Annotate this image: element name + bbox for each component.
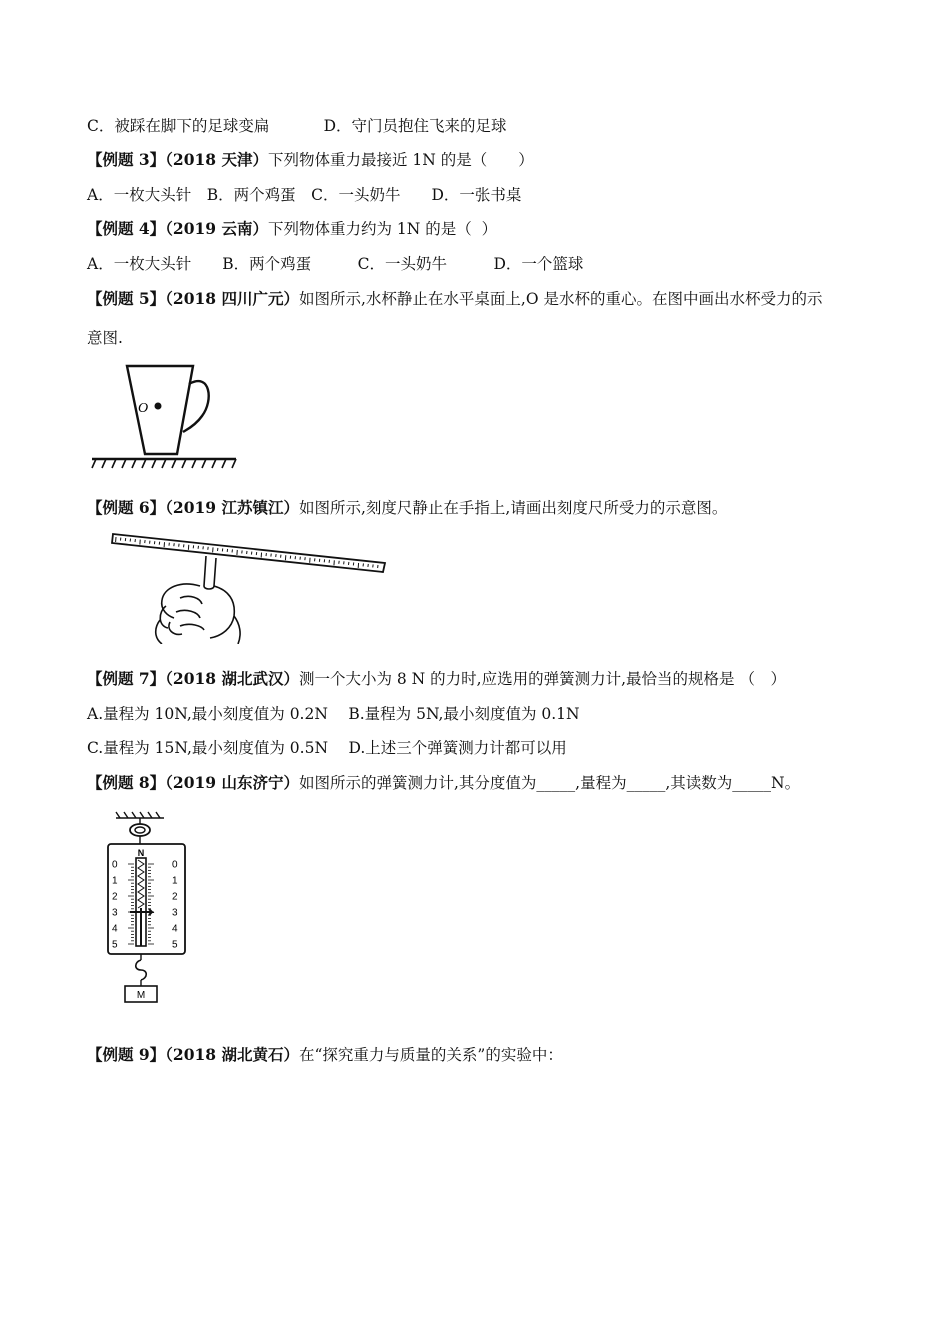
scale-label-left: 4 xyxy=(112,923,118,935)
q6-tag: 【例题 6】（2019 江苏镇江） xyxy=(87,498,299,517)
scale-label-right: 4 xyxy=(172,923,178,935)
q9-tag: 【例题 9】（2018 湖北黄石） xyxy=(87,1045,299,1064)
q5-stem-line xyxy=(87,289,822,309)
q7-options-ab: A.量程为 10N,最小刻度值为 0.2N B.量程为 5N,最小刻度值为 0.1N xyxy=(87,705,580,723)
table-hatching xyxy=(92,459,236,468)
scale-label-right: 5 xyxy=(172,939,178,951)
q2-options-line xyxy=(87,116,507,136)
q5-stem-2: 意图. xyxy=(87,329,123,347)
scale-label-left: 0 xyxy=(112,859,118,871)
q8-stem-line xyxy=(87,773,800,793)
scale-unit-label: N xyxy=(137,848,145,858)
weight-label: M xyxy=(136,990,146,1001)
q6-stem-line xyxy=(87,498,727,518)
hand xyxy=(156,556,240,644)
scale-label-left: 3 xyxy=(112,907,118,919)
ruler-ticks xyxy=(116,537,378,568)
scale-label-right: 0 xyxy=(172,859,178,871)
q7-tag: 【例题 7】（2018 湖北武汉） xyxy=(87,669,299,688)
q5-stem-1: 如图所示,水杯静止在水平桌面上,O 是水杯的重心。在图中画出水杯受力的示 xyxy=(298,290,823,308)
scale-label-left: 2 xyxy=(112,891,118,903)
q9-stem-line xyxy=(87,1045,563,1065)
q8-stem: 如图所示的弹簧测力计,其分度值为_____,量程为_____,其读数为_____N。 xyxy=(298,774,801,792)
q7-options-cd: C.量程为 15N,最小刻度值为 0.5N D.上述三个弹簧测力计都可以用 xyxy=(87,739,567,757)
q3-options: A．一枚大头针 B．两个鸡蛋 C．一头奶牛 D．一张书桌 xyxy=(87,186,522,204)
scale-label-right: 3 xyxy=(172,907,178,919)
q2-option-c: C．被踩在脚下的足球变扁 xyxy=(87,117,270,135)
bottom-hook xyxy=(136,960,147,980)
q3-tag: 【例题 3】（2018 天津） xyxy=(87,150,268,169)
q3-stem-line xyxy=(87,150,534,170)
spring-scale-figure xyxy=(100,810,200,1010)
q8-tag: 【例题 8】（2019 山东济宁） xyxy=(87,773,299,792)
q7-stem: 测一个大小为 8 N 的力时,应选用的弹簧测力计,最恰当的规格是 （ ） xyxy=(298,670,786,688)
scale-label-right: 2 xyxy=(172,891,178,903)
scale-label-left: 5 xyxy=(112,939,118,951)
ruler xyxy=(112,534,385,572)
scale-labels xyxy=(112,860,178,951)
cup-handle xyxy=(183,381,209,432)
center-of-gravity-dot xyxy=(155,403,162,410)
q9-stem: 在“探究重力与质量的关系”的实验中： xyxy=(298,1046,563,1064)
q4-stem-line xyxy=(87,219,497,239)
cup-on-table-figure xyxy=(90,358,240,473)
q7-stem-line xyxy=(87,669,786,689)
cup-body xyxy=(127,366,193,454)
scale-label-left: 1 xyxy=(112,875,118,887)
center-of-gravity-label: O xyxy=(138,401,149,416)
top-ring xyxy=(130,824,150,836)
q6-stem: 如图所示,刻度尺静止在手指上,请画出刻度尺所受力的示意图。 xyxy=(298,499,728,517)
q4-tag: 【例题 4】（2019 云南） xyxy=(87,219,268,238)
q2-option-d: D．守门员抱住飞来的足球 xyxy=(323,117,507,135)
q3-stem: 下列物体重力最接近 1N 的是（ ） xyxy=(267,151,534,169)
q4-stem: 下列物体重力约为 1N 的是（ ） xyxy=(267,220,498,238)
spring xyxy=(138,860,144,908)
scale-label-right: 1 xyxy=(172,875,178,887)
ruler-on-finger-figure xyxy=(110,528,390,644)
q5-tag: 【例题 5】（2018 四川广元） xyxy=(87,289,299,308)
q4-options: A．一枚大头针 B．两个鸡蛋 C．一头奶牛 D．一个篮球 xyxy=(87,255,584,273)
